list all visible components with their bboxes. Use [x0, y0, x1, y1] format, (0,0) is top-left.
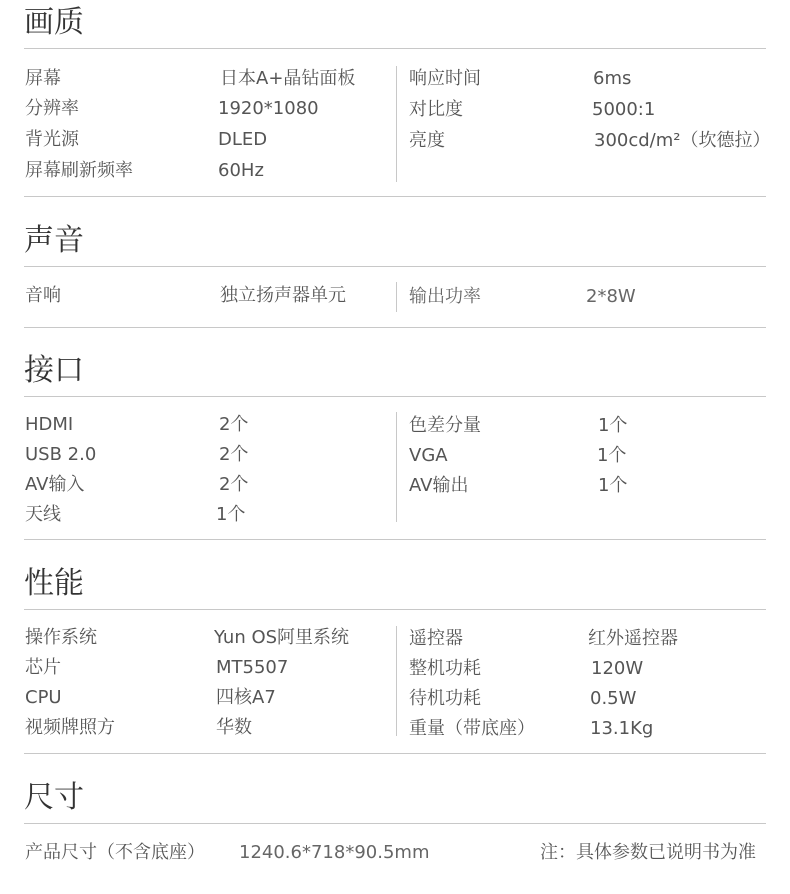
spec-value: 红外遥控器 [588, 628, 678, 649]
spec-label: 分辨率 [25, 98, 79, 119]
spec-value: 1920*1080 [218, 98, 319, 119]
column-divider [396, 282, 397, 312]
spec-value: 2个 [219, 414, 249, 435]
spec-value: 2个 [219, 444, 249, 465]
spec-value: 60Hz [218, 160, 264, 181]
spec-label: 色差分量 [409, 415, 481, 436]
spec-label: USB 2.0 [25, 444, 97, 465]
spec-label: 操作系统 [25, 627, 97, 648]
spec-label: 屏幕刷新频率 [25, 160, 133, 181]
divider [24, 823, 766, 824]
spec-label: 视频牌照方 [25, 717, 115, 738]
spec-label: 输出功率 [409, 286, 481, 307]
spec-value: 5000:1 [592, 99, 656, 120]
column-divider [396, 66, 397, 182]
divider [24, 539, 766, 540]
spec-value: 华数 [216, 717, 252, 738]
spec-label: 重量（带底座） [409, 718, 535, 739]
divider [24, 609, 766, 610]
spec-label: CPU [25, 687, 62, 708]
divider [24, 327, 766, 328]
divider [24, 396, 766, 397]
section-title-size: 尺寸 [24, 780, 84, 815]
spec-label: 亮度 [409, 130, 445, 151]
spec-value: DLED [218, 129, 268, 150]
spec-label: 对比度 [409, 99, 463, 120]
spec-value: 1240.6*718*90.5mm [239, 842, 430, 863]
spec-value: 独立扬声器单元 [220, 285, 346, 306]
spec-value: 四核A7 [216, 687, 276, 708]
divider [24, 48, 766, 49]
spec-value: 日本A+晶钻面板 [220, 68, 356, 89]
spec-value: 2个 [219, 474, 249, 495]
spec-label: 响应时间 [409, 68, 481, 89]
section-title-performance: 性能 [24, 566, 84, 601]
section-title-picture: 画质 [24, 5, 84, 40]
divider [24, 196, 766, 197]
footnote: 注：具体参数已说明书为准 [540, 842, 756, 863]
section-title-ports: 接口 [24, 353, 84, 388]
spec-label: AV输出 [409, 475, 469, 496]
spec-label: 背光源 [25, 129, 79, 150]
spec-value: 6ms [593, 68, 632, 89]
spec-value: 0.5W [590, 688, 637, 709]
spec-value: 1个 [598, 475, 628, 496]
divider [24, 266, 766, 267]
section-title-sound: 声音 [24, 223, 84, 258]
spec-label: 产品尺寸（不含底座） [25, 842, 205, 863]
divider [24, 753, 766, 754]
spec-value: Yun OS阿里系统 [214, 627, 350, 648]
spec-label: 待机功耗 [409, 688, 481, 709]
spec-value: 120W [591, 658, 644, 679]
spec-value: 300cd/m²（坎德拉） [594, 130, 771, 151]
column-divider [396, 412, 397, 522]
spec-value: 2*8W [586, 286, 636, 307]
spec-value: 1个 [216, 504, 246, 525]
spec-label: 屏幕 [25, 68, 61, 89]
column-divider [396, 626, 397, 736]
spec-label: 音响 [25, 285, 61, 306]
spec-value: 1个 [598, 415, 628, 436]
spec-label: 芯片 [25, 657, 61, 678]
spec-label: VGA [409, 445, 448, 466]
spec-value: MT5507 [216, 657, 289, 678]
spec-value: 13.1Kg [590, 718, 654, 739]
spec-label: 整机功耗 [409, 658, 481, 679]
spec-value: 1个 [597, 445, 627, 466]
spec-label: HDMI [25, 414, 74, 435]
spec-label: 天线 [25, 504, 61, 525]
spec-label: 遥控器 [409, 628, 463, 649]
spec-label: AV输入 [25, 474, 85, 495]
